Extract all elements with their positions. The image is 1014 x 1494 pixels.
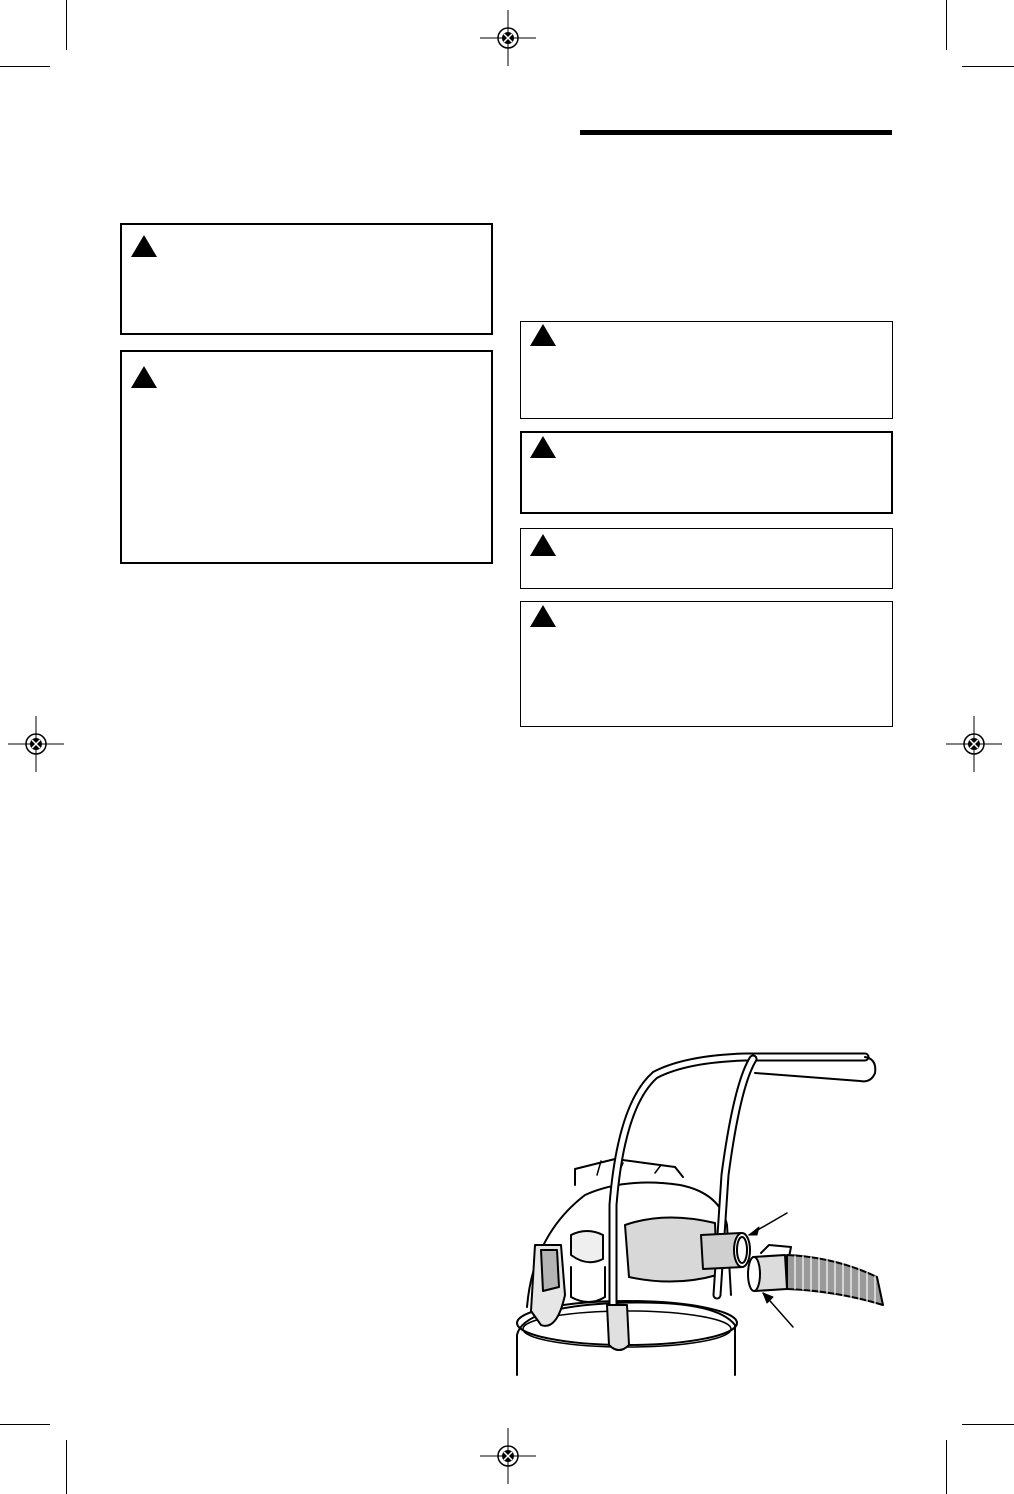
warning-box	[120, 350, 493, 564]
registration-crosshair-icon	[478, 1426, 538, 1486]
warning-box	[520, 528, 893, 589]
warning-triangle-icon	[530, 534, 556, 556]
registration-crosshair-icon	[6, 714, 66, 774]
crop-mark-bottom-left-vertical	[66, 1440, 67, 1494]
warning-triangle-icon	[131, 235, 157, 257]
warning-box	[120, 223, 493, 335]
crop-mark-top-left-horizontal	[0, 66, 50, 67]
crop-mark-top-right-vertical	[946, 0, 947, 50]
warning-triangle-icon	[131, 366, 157, 388]
crop-mark-top-right-horizontal	[962, 66, 1014, 67]
crop-mark-bottom-right-vertical	[946, 1440, 947, 1494]
registration-crosshair-icon	[478, 8, 538, 68]
crop-mark-bottom-right-horizontal	[962, 1424, 1014, 1425]
warning-box	[520, 431, 893, 514]
warning-box	[520, 601, 893, 727]
warning-box	[520, 321, 893, 419]
registration-crosshair-icon	[944, 714, 1004, 774]
vacuum-hose-illustration	[505, 1045, 900, 1385]
crop-mark-top-left-vertical	[66, 0, 67, 50]
warning-triangle-icon	[530, 605, 556, 627]
crop-mark-bottom-left-horizontal	[0, 1424, 50, 1425]
warning-triangle-icon	[530, 324, 556, 346]
section-header-rule	[580, 130, 892, 135]
warning-triangle-icon	[530, 436, 556, 458]
